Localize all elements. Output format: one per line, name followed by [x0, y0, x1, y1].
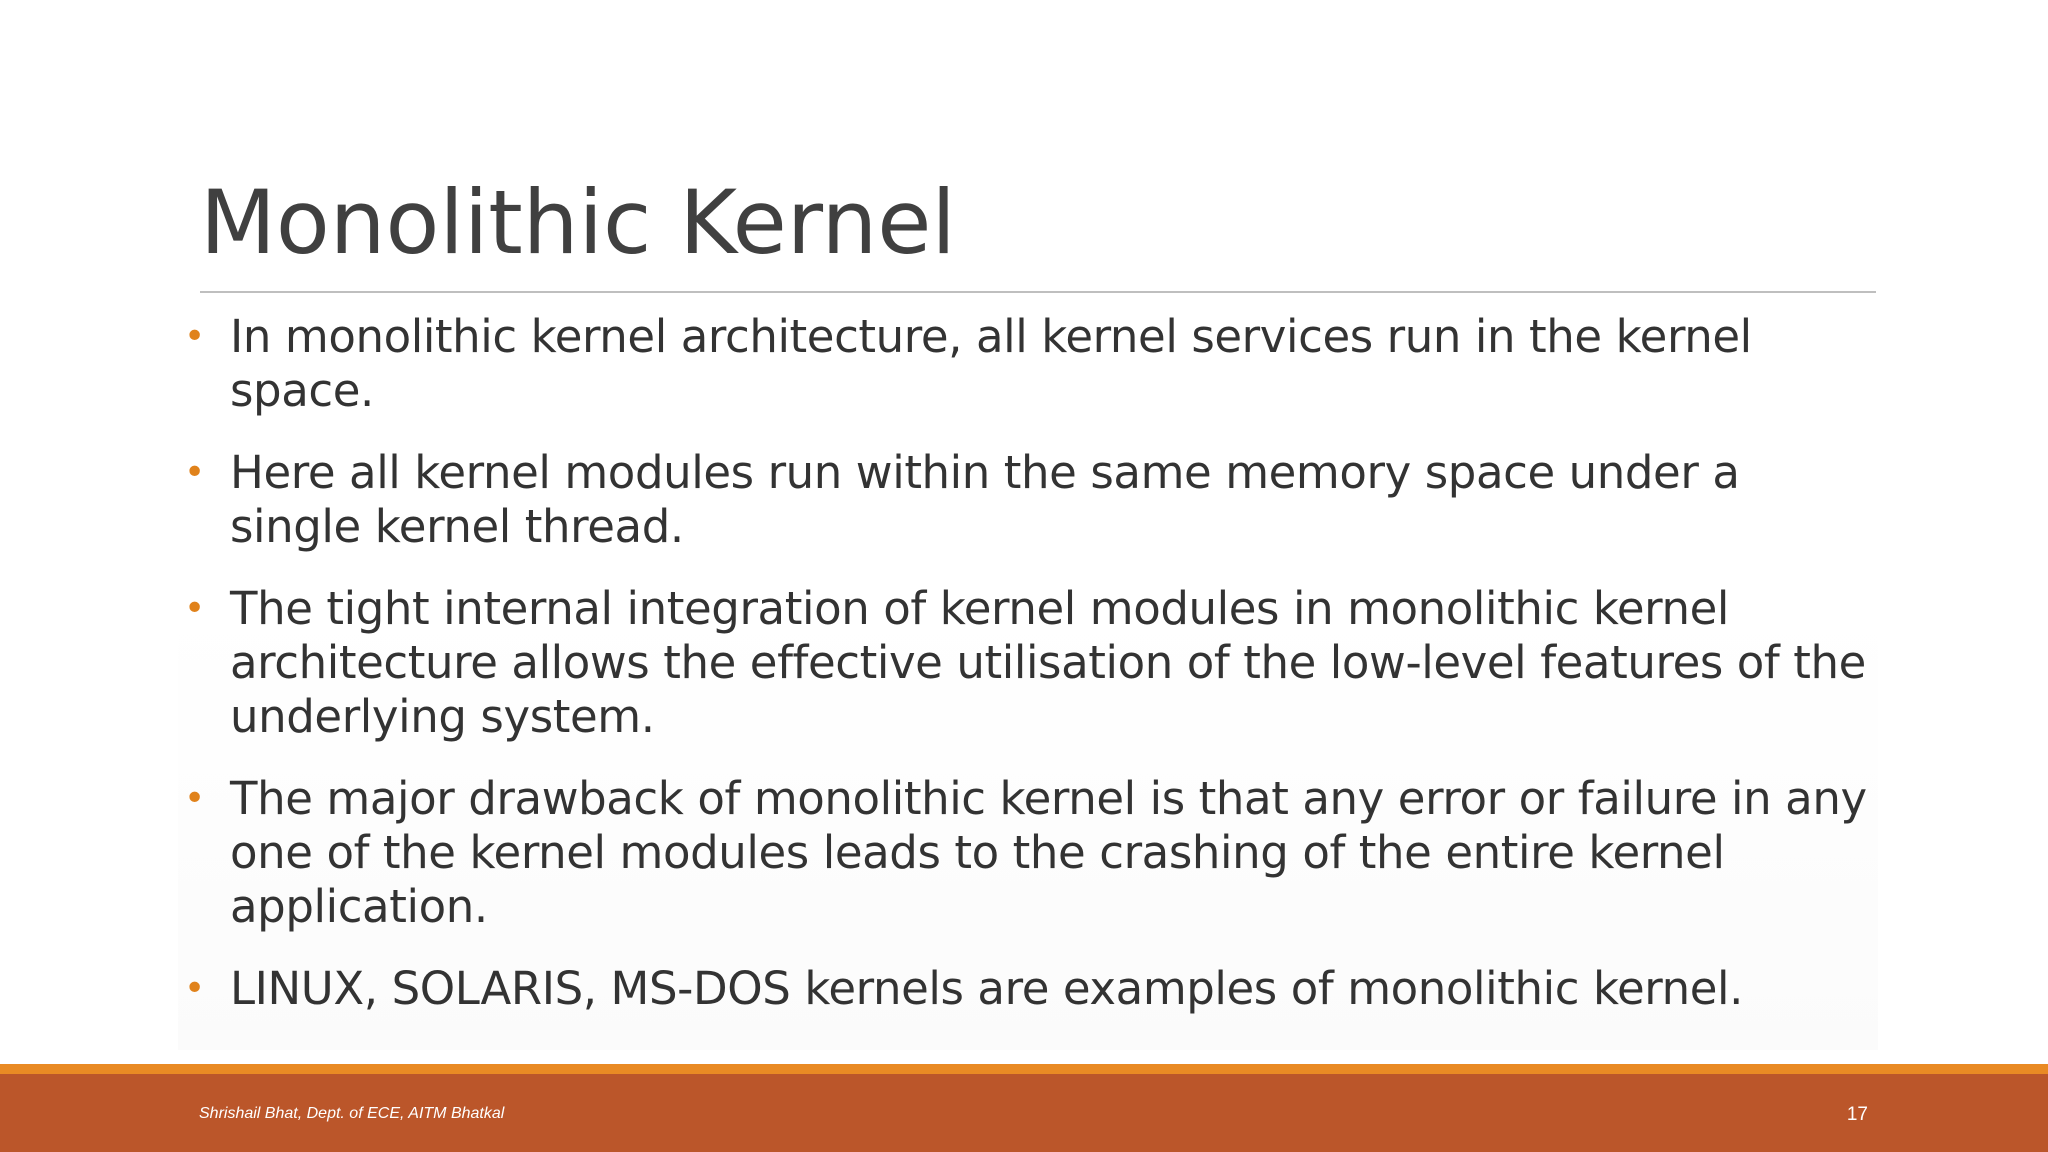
bullet-text: LINUX, SOLARIS, MS-DOS kernels are examples of monolithic kernel. [230, 962, 1744, 1015]
bullet-item [178, 582, 1878, 744]
bullet-item [178, 772, 1878, 934]
page-number: 17 [1846, 1104, 1868, 1125]
bullet-dot-icon: • [184, 452, 205, 493]
bullet-item [178, 962, 1878, 1016]
footer-accent-stripe [0, 1064, 2048, 1074]
bullet-item [178, 446, 1878, 554]
bullet-dot-icon: • [184, 778, 205, 819]
bullet-item [178, 310, 1878, 418]
bullet-text: Here all kernel modules run within the same memory space under a single kernel thread. [230, 446, 1740, 553]
bullet-text: The tight internal integration of kernel modules in monolithic kernel architecture allows the effective utilisation of the low-level features of the underlying system. [230, 582, 1866, 743]
title-divider [200, 291, 1876, 293]
slide-title: Monolithic Kernel [200, 171, 956, 274]
bullet-dot-icon: • [184, 588, 205, 629]
bullet-text: In monolithic kernel architecture, all kernel services run in the kernel space. [230, 310, 1752, 417]
bullet-text: The major drawback of monolithic kernel is that any error or failure in any one of the kernel modules leads to the crashing of the entire kernel application. [230, 772, 1867, 933]
bullet-list [178, 310, 1878, 1050]
footer-author: Shrishail Bhat, Dept. of ECE, AITM Bhatkal [199, 1105, 505, 1122]
bullet-dot-icon: • [184, 316, 205, 357]
bullet-dot-icon: • [184, 968, 205, 1009]
